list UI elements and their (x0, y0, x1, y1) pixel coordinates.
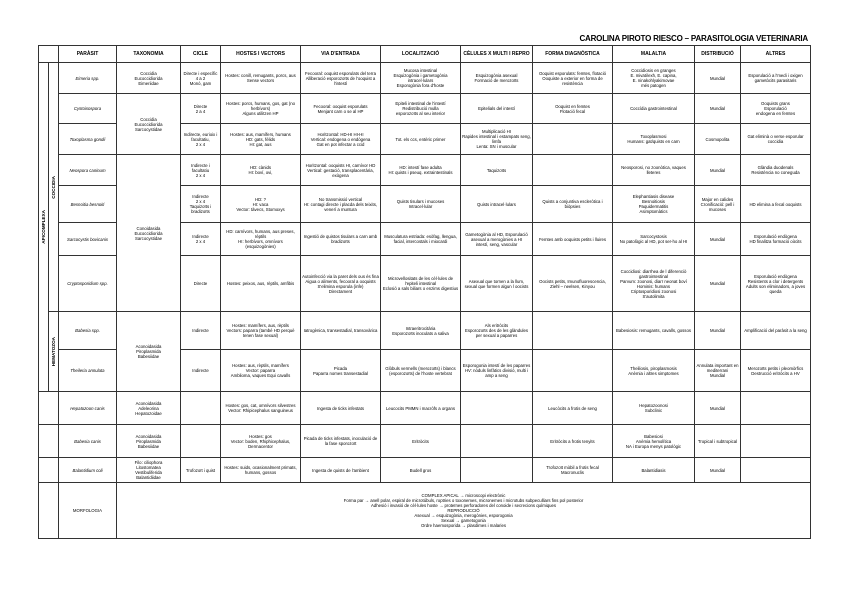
table-row (39, 94, 811, 124)
cell-taxonomia: Conoidasida Eucoccidiorida Sarcocystidae (117, 155, 181, 312)
document-title: CAROLINA PIROTO RIESCO – PARASITOLOGIA VETERINARIA (579, 34, 808, 43)
cell-taxonomia: Aconoidasida Adeleorina Hepatozoidae (117, 392, 181, 425)
header-blank (39, 46, 59, 63)
cell-celules: Als eritròcits Esporozoïts des de les glàndules per sexual a paparres (461, 312, 533, 350)
cell-hostes: HD: carnívors, humans, aus preses, rèptils HI: herbívors, omnívors (esquizogònies) (221, 223, 301, 256)
cell-malaltia: Hepatozoonosi Subclinic (613, 392, 695, 425)
cell-hostes: HD: cànids HI: boví, ovi, (221, 155, 301, 186)
group-blank (39, 392, 59, 425)
cell-cicle: Indirecte (181, 312, 221, 350)
hematozoa-cell (49, 312, 59, 392)
header-hostes: HOSTES I VECTORS (221, 46, 301, 63)
cell-celules: Asexual que tornen a la llum, sexual que formen algun l oocists (461, 256, 533, 312)
cell-localitzacio: Intraeritrocitària Esporozoïts inoculats a saliva (381, 312, 461, 350)
group-blank (39, 458, 59, 483)
cell-distribucio: Mundial (695, 155, 741, 186)
cell-distribucio: Mundial (695, 312, 741, 350)
morphology-line: Ordre haemosporida → plasdimes i malaries (420, 523, 507, 528)
cell-cicle: Indirecte, eurioix i facultatiu, 2 x 4 (181, 124, 221, 155)
cell-malaltia: Neosporosi, no zoonòtica, vaques lleteres (613, 155, 695, 186)
group-blank (39, 425, 59, 458)
cell-localitzacio: Quists tisulars i mucoses Intracel·lular (381, 186, 461, 223)
cell-malaltia: Balantidiasis (613, 458, 695, 483)
cell-celules: Quists intracel·lulars (461, 186, 533, 223)
cell-malaltia: Toxoplasmosi Humans: gat/quists en carn (613, 124, 695, 155)
cell-parasit: Sarcocystis bovicanis (59, 223, 117, 256)
cell-cicle: Directe (181, 256, 221, 312)
cell-altres: HD elimina a fecal ooquists (741, 186, 811, 223)
cell-altres: Amplificació del paràsit a la seng (741, 312, 811, 350)
header-taxonomia: TAXONOMIA (117, 46, 181, 63)
cell-via: Ingestió de quistos tisulars a carn amb bradizoïts (301, 223, 381, 256)
morphology-line: Asexual → esquizogònia, merogònies, esporogonia (414, 513, 513, 518)
cell-diagnostica (533, 124, 613, 155)
cell-parasit: Hepatozoon canis (59, 392, 117, 425)
cell-altres: Ooquists grans Esporulació endogena en femtes (741, 94, 811, 124)
morphology-body (117, 483, 811, 539)
header-parasit: PARÀSIT (59, 46, 117, 63)
cell-celules: Esporogonia intestí de les paparres HV: nòduls linfàtics divisió, multi i amp a seng (461, 350, 533, 392)
cell-distribucio: Mundial (695, 223, 741, 256)
cell-via: Fecooral: ooquist esporulats Menjant carn o se al HP (301, 94, 381, 124)
cell-distribucio: Cosmopolita (695, 124, 741, 155)
cell-parasit: Babesia canis (59, 425, 117, 458)
header-localitzacio: LOCALITZACIÓ (381, 46, 461, 63)
cell-diagnostica (533, 155, 613, 186)
phylum-cell (39, 63, 49, 392)
cell-localitzacio: Microvellositats de les cèl·lules de l'epiteli intestinal Eclosió a sals biliars o enzims digestius (381, 256, 461, 312)
cell-distribucio: Mundial (695, 63, 741, 94)
morphology-line: Forma par → anell polar, espiral de microtúbuls, roptries o toxonemes, micronemes i microtubs subpeculliars fins pol posterior (343, 498, 584, 503)
cell-via: No transmissió vertical HI: contagi directe i placda dels teixits, venerí a muntura (301, 186, 381, 223)
cell-taxonomia: Coccidia Eucoccidiorida Sarcocystidae (117, 94, 181, 155)
morphology-line: REPRODUCCIÓ (447, 508, 480, 513)
cell-hostes: Hostes: gos, cat, omnívors silvestres Vector: Rhipicephalus sanguineus (221, 392, 301, 425)
cell-cicle: Indirecte 2 x 4 Taquizoïts i bradizoïts (181, 186, 221, 223)
cell-distribucio: Major en calides Cronificació: pell i mucoses (695, 186, 741, 223)
cell-cicle (181, 392, 221, 425)
cell-diagnostica: Trofozoït mòbil a frotis fecal Macronuclis (533, 458, 613, 483)
coccidia-label: COCCIDIA (51, 175, 56, 199)
coccidia-cell (49, 63, 59, 312)
cell-cicle: Indirecte 2 x 4 (181, 223, 221, 256)
cell-parasit: Balantidium coli (59, 458, 117, 483)
cell-distribucio: Tropical i subtropical (695, 425, 741, 458)
cell-via: Ingesta de quists de l'ambient (301, 458, 381, 483)
cell-hostes: HD: ? HI: vaca Vector: tàvecs, Stomoxys (221, 186, 301, 223)
cell-malaltia: Coccidiosi: diarrhea de l diferenciò gastrointestinal Parvum: zoonosi, diarr neonat boví Hominis: humans Criptosporidiosi zoonosi S'autolimita (613, 256, 695, 312)
cell-distribucio: Annulata important en mediterrani Mundial (695, 350, 741, 392)
cell-taxonomia: Coccidia Eucoccidiorida Eimeriidae (117, 63, 181, 94)
table-row (39, 392, 811, 425)
cell-via: Horitzontal: HD-HI HI-HI Vertical: endogena o endògena Gat en pot infectar a ccid (301, 124, 381, 155)
cell-celules: Gametogònia al HD, Esporulació asexual a merogònies a HI intestí, seng, vascular (461, 223, 533, 256)
cell-malaltia: Elephantiasis disease Besnoitiosis Paquidermatitis Asimptomàtics (613, 186, 695, 223)
cell-malaltia: Babesiosi Anèmia hemolítica NA i Europa menys patològic (613, 425, 695, 458)
cell-distribucio: Mundial (695, 256, 741, 312)
cell-taxonomia: Aconoidasida Piroplasmida Babesiidae (117, 425, 181, 458)
cell-parasit: Cystoisospora (59, 94, 117, 124)
cell-parasit: Eimeria spp. (59, 63, 117, 94)
header-row (39, 46, 811, 63)
cell-celules (461, 392, 533, 425)
cell-via: Fecooral: ooquist esporulats del terra Alliberació esporozoïts de l'ooquist a l'intestí (301, 63, 381, 94)
cell-cicle: Indirecte i facultatiu 2 x 4 (181, 155, 221, 186)
cell-celules: Multiplicació HI Rapides intestinal i estampats seng, limfa Lenta: SN i muscular (461, 124, 533, 155)
cell-via: Iatrogènica, transestadial, transovàrica (301, 312, 381, 350)
parasite-table (38, 45, 811, 539)
cell-parasit: Cryptosporidium spp. (59, 256, 117, 312)
morphology-label: MORFOLOGIA (59, 483, 117, 539)
cell-diagnostica: Eritròcits a frotis tenyits (533, 425, 613, 458)
table-row (39, 425, 811, 458)
cell-celules: Esquizogònia asexual Formació de merozoïts (461, 63, 533, 94)
header-malaltia: MALALTIA (613, 46, 695, 63)
cell-altres (741, 425, 811, 458)
cell-hostes: Hostes: conill, remugants, porcs, aus Sense vectors (221, 63, 301, 94)
cell-altres (741, 392, 811, 425)
cell-celules: Taquizoïts (461, 155, 533, 186)
cell-localitzacio: Budell gros (381, 458, 461, 483)
cell-hostes: Hostes: aus, rèptils, mamífers Vector: paparra Amblioma, vaques Equi cavalls (221, 350, 301, 392)
cell-malaltia: Coccídia gastrointestinal (613, 94, 695, 124)
cell-localitzacio: HD: intestí fase adulta HI: quists i pseuq. extraintestinals (381, 155, 461, 186)
table-row (39, 63, 811, 94)
header-cicle: CICLE (181, 46, 221, 63)
cell-parasit: Toxoplasma gondii (59, 124, 117, 155)
cell-diagnostica (533, 350, 613, 392)
cell-localitzacio: Mucosa intestinal Esquizogònia i gametogònia intracel·lulars Esporogònia fora d'hoste (381, 63, 461, 94)
cell-diagnostica (533, 312, 613, 350)
cell-hostes: Hostes: mamífers, aus, rèptils Vectors: paparra (també HD perquè tenen fase sexual) (221, 312, 301, 350)
cell-hostes: Hostes: suids, ocasionalment primats, humans, gossos (221, 458, 301, 483)
cell-cicle: Indirecte (181, 350, 221, 392)
cell-celules (461, 425, 533, 458)
cell-altres: Gat eliminà o verse esporular coccidia (741, 124, 811, 155)
cell-hostes: Hostes: porcs, humans, gos, gat (no herbívors) Alguns utilitzen HP (221, 94, 301, 124)
table-row (39, 312, 811, 350)
cell-diagnostica: Oocists petits, Imunofluorescencia, Ziehl – neelsen, Kinyou (533, 256, 613, 312)
cell-altres: Esporulació a l'medi i oxigen gametòcits parasitaris (741, 63, 811, 94)
cell-diagnostica: Leucòcits a frotis de seng (533, 392, 613, 425)
cell-parasit: Theileria annulata (59, 350, 117, 392)
phylum-label: APICOMPLEXA (41, 210, 46, 244)
cell-parasit: Neospora caninum (59, 155, 117, 186)
cell-hostes: Hostes: peixos, aus, rèptils, amfibis (221, 256, 301, 312)
morphology-line: Sexual → gametogonia (441, 518, 486, 523)
cell-malaltia: Theiliosis, piroplasmosis Anèmia i altres simptomes (613, 350, 695, 392)
header-diagnostica: FORMA DIAGNÒSTICA (533, 46, 613, 63)
cell-diagnostica: Quists a conjuntiva escleròtica i biòpsies (533, 186, 613, 223)
cell-malaltia: Babesiosis: remugants, cavalls, gossos (613, 312, 695, 350)
cell-altres: Glàndia duodenals Resistència no coneguda (741, 155, 811, 186)
cell-hostes: Hostes: gos Vector: boden, Rhiphicephalus, Dermacentor (221, 425, 301, 458)
hematozoa-label: HEMATOZOA (51, 336, 56, 367)
cell-localitzacio: Leucocits PMMN i macròfs a organs (381, 392, 461, 425)
cell-taxonomia: Aconoidasida Piroplasmida Babesiidae (117, 312, 181, 392)
cell-via: Picada de ticks infestats, inoculació de la fase sporozoït (301, 425, 381, 458)
cell-distribucio: Mundial (695, 392, 741, 425)
cell-localitzacio: Epiteli intestinal de l'intestí Redistribució mulla esporozoïts al seu interior (381, 94, 461, 124)
morphology-row (39, 483, 811, 539)
cell-altres (741, 458, 811, 483)
cell-taxonomia: Filo: ciliophora Litostomatea Vestibuliferida Balantidiidae (117, 458, 181, 483)
cell-diagnostica: Femtes amb ooquists petits i lluires (533, 223, 613, 256)
header-celules: CÈLULES X MULTI I REPRO (461, 46, 533, 63)
cell-via: Autoinfecció via la paret dels ous és fina Aigua o aliments, fecooral a ooquists S'elimina esporula (infe) Directament (301, 256, 381, 312)
cell-diagnostica: Ooquist en femtes Flotació fecal (533, 94, 613, 124)
cell-via: Picada Paparra nomes transestadial (301, 350, 381, 392)
cell-localitzacio: Tot. els ccs, entèric primer (381, 124, 461, 155)
cell-distribucio: Mundial (695, 458, 741, 483)
cell-parasit: Besnoitia besnoiti (59, 186, 117, 223)
cell-parasit: Babesia spp. (59, 312, 117, 350)
cell-cicle: Directe 2 a 4 (181, 94, 221, 124)
cell-distribucio: Mundial (695, 94, 741, 124)
cell-altres: Esporulació endògena HD finalitza formació oòcits (741, 223, 811, 256)
cell-diagnostica: Ooquist esporulats: femtes, flotació Ooquiste a exterior en forma de resistència (533, 63, 613, 94)
cell-hostes: Hostes: aus, mamífers, humans HD: gats, fèlids HI: gat, aus (221, 124, 301, 155)
morphology-line: Adhesió i invasió de cèl·lules hoste → proteïnes perforadores del conoide i secrecions químiques (370, 503, 557, 508)
header-distribucio: DISTRIBUCIÓ (695, 46, 741, 63)
table-row (39, 458, 811, 483)
cell-altres: Esporulació endògena Resistents a clor i detergents Adults son eliminadors, a joves queda (741, 256, 811, 312)
cell-localitzacio: Glòbuls vermells (merozoïts) i blancs (esporozoïts) de l'hoste vertebrat (381, 350, 461, 392)
cell-celules: Epitelials del intestí (461, 94, 533, 124)
cell-via: Ingesta de ticks infestats (301, 392, 381, 425)
cell-cicle (181, 425, 221, 458)
cell-altres: Merozoïts petits i pleomòrfics Destrucció eritròcits a HV (741, 350, 811, 392)
morphology-line: COMPLEX APICAL → microscopi electrònic (421, 493, 506, 498)
cell-localitzacio: Musculatura estriada: esòfag, llengua, facial, intercostals i miocardi (381, 223, 461, 256)
cell-celules (461, 458, 533, 483)
cell-malaltia: Sarcocystosis No patològic al HD, pot ser-ho al HI (613, 223, 695, 256)
header-altres: ALTRES (741, 46, 811, 63)
group-blank (39, 483, 59, 539)
header-via: VIA D'ENTRADA (301, 46, 381, 63)
cell-localitzacio: Eritròcits (381, 425, 461, 458)
cell-cicle: Directe i específic 4 a 2 Monó, gam (181, 63, 221, 94)
table-row (39, 155, 811, 186)
cell-cicle: Trofozoït i quist (181, 458, 221, 483)
cell-malaltia: Coccidiosis en granges E. mivati/exh, E. capina, E. ninakohlyakimovae més patogen (613, 63, 695, 94)
cell-via: Horitzontal: ooquists HI, carnívor HD Vertical: gestació, transplacentària, exògena (301, 155, 381, 186)
